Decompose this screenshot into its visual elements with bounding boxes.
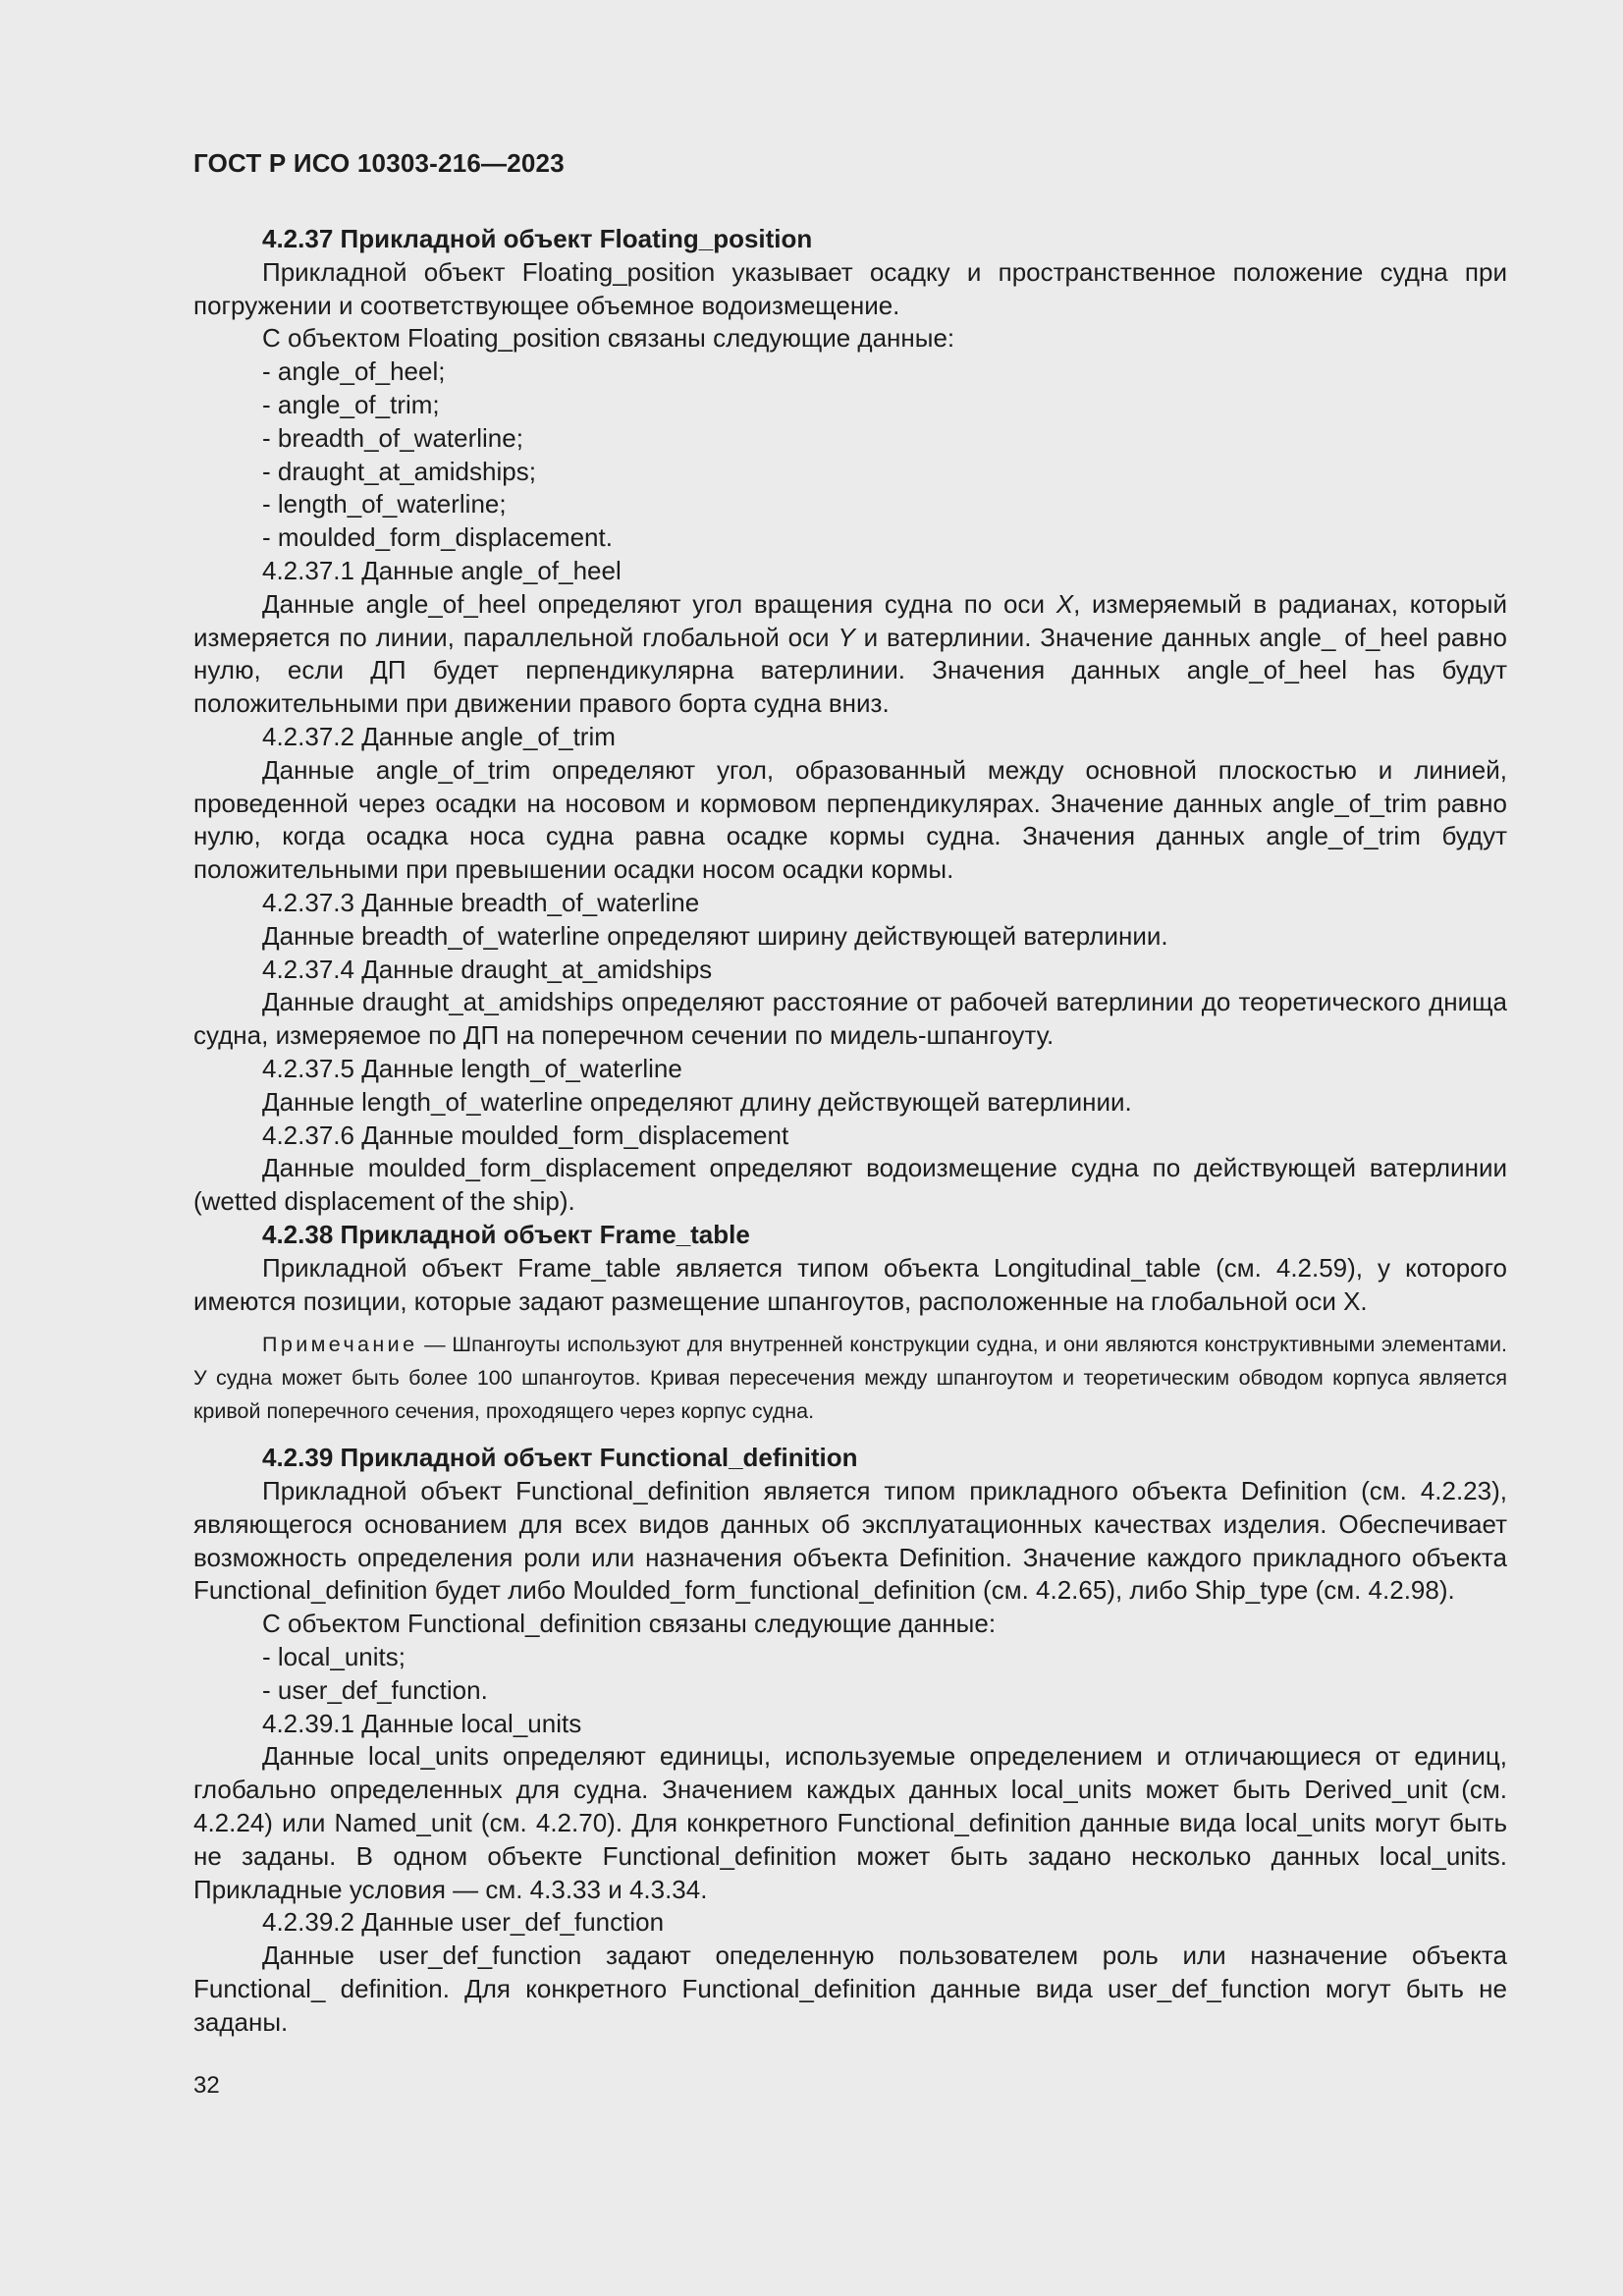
subsection-title: 4.2.37.1 Данные angle_of_heel [262, 555, 622, 585]
note-text: — Шпангоуты используют для внутренней конструкции судна, и они являются конструктивными элементами. У судна может быть более 100 шпангоутов. Кривая пересечения между шпангоутом и теоретическим обводом корпуса является кривой поперечного сечения, проходящего через корпус судна. [193, 1333, 1507, 1424]
list-item: - length_of_waterline; [262, 489, 507, 519]
paragraph: Данные breadth_of_waterline определяют ширину действующей ватерлинии. [262, 920, 1168, 951]
paragraph: С объектом Functional_definition связаны следующие данные: [262, 1609, 997, 1639]
note [193, 1328, 1507, 1428]
document-header: ГОСТ Р ИСО 10303-216—2023 [193, 148, 565, 178]
paragraph: Данные user_def_function задают опеделенную пользователем роль или назначение объекта Functional_ definition. Для конкретного Functional_definition данные вида user_def_function могут быть не заданы. [193, 1941, 1507, 2037]
paragraph: Данные moulded_form_displacement определяют водоизмещение судна по действующей ватерлинии (wetted displacement of the ship). [193, 1153, 1507, 1217]
subsection-title: 4.2.37.2 Данные angle_of_trim [262, 721, 616, 751]
subsection-title: 4.2.39.2 Данные user_def_function [262, 1907, 665, 1938]
section-heading-4-2-37: 4.2.37 Прикладной объект Floating_position [262, 224, 813, 253]
subsection-title: 4.2.37.4 Данные draught_at_amidships [262, 954, 713, 984]
list-item: - moulded_form_displacement. [262, 522, 613, 553]
list-item: - user_def_function. [262, 1674, 488, 1705]
paragraph: Прикладной объект Frame_table является типом объекта Longitudinal_table (см. 4.2.59), у которого имеются позиции, которые задают размещение шпангоутов, расположенные на глобальной оси X. [193, 1252, 1507, 1316]
subsection-title: 4.2.37.5 Данные length_of_waterline [262, 1053, 682, 1083]
subsection-title: 4.2.39.1 Данные local_units [262, 1708, 582, 1738]
paragraph: Данные angle_of_trim определяют угол, образованный между основной плоскостью и линией, проведенной через осадки на носовом и кормовом перпендикулярах. Значение данных angle_of_trim равно нулю, когда осадка носа судна равна осадке кормы судна. Значения данных angle_of_trim будут положительными при превышении осадки носом осадки кормы. [193, 754, 1507, 885]
subsection-title: 4.2.37.6 Данные moulded_form_displacement [262, 1120, 789, 1150]
paragraph: Данные length_of_waterline определяют длину действующей ватерлинии. [262, 1086, 1132, 1117]
document-body [193, 223, 1507, 2040]
paragraph [193, 588, 1507, 721]
section-heading-4-2-38: 4.2.38 Прикладной объект Frame_table [262, 1219, 750, 1249]
list-item: - angle_of_heel; [262, 356, 446, 387]
list-item: - local_units; [262, 1642, 406, 1672]
text-run: , измеряемый в радианах, который измеряется по линии, параллельной глобальной оси [193, 588, 1508, 652]
text-run: и ватерлинии. Значение данных angle_ of_heel равно нулю, если ДП будет перпендикулярна ватерлинии. Значения данных angle_of_heel has будут положительными при движении правого борта судна вниз. [193, 622, 1507, 719]
section-heading-4-2-39: 4.2.39 Прикладной объект Functional_definition [262, 1443, 858, 1473]
list-item: - angle_of_trim; [262, 389, 440, 419]
axis-symbol: X [1055, 588, 1074, 619]
axis-symbol: Y [838, 622, 855, 652]
note-label: Примечание [262, 1333, 418, 1357]
paragraph: Прикладной объект Floating_position указывает осадку и пространственное положение судна при погружении и соответствующее объемное водоизмещение. [193, 256, 1507, 320]
paragraph: Данные draught_at_amidships определяют расстояние от рабочей ватерлинии до теоретического днища судна, измеряемое по ДП на поперечном сечении по мидель-шпангоуту. [193, 987, 1507, 1051]
paragraph: С объектом Floating_position связаны следующие данные: [262, 323, 955, 354]
list-item: - draught_at_amidships; [262, 456, 536, 486]
subsection-title: 4.2.37.3 Данные breadth_of_waterline [262, 887, 700, 917]
text-run: Данные angle_of_heel определяют угол вращения судна по оси [262, 588, 1056, 619]
paragraph: Прикладной объект Functional_definition является типом прикладного объекта Definition (см. 4.2.23), являющегося основанием для всех видов данных об эксплуатационных качествах изделия. Обеспечивает возможность определения роли или назначения объекта Definition. Значение каждого прикладного объекта Functional_definition будет либо Moulded_form_functional_definition (см. 4.2.65), либо Ship_type (см. 4.2.98). [193, 1476, 1507, 1606]
list-item: - breadth_of_waterline; [262, 422, 523, 453]
page-number: 32 [193, 2072, 220, 2099]
paragraph: Данные local_units определяют единицы, используемые определением и отличающиеся от единиц, глобально определенных для судна. Значением каждых данных local_units может быть Derived_unit (см. 4.2.24) или Named_unit (см. 4.2.70). Для конкретного Functional_definition данные вида local_units могут быть не заданы. В одном объекте Functional_definition может быть задано несколько данных local_units. Прикладные условия — см. 4.3.33 и 4.3.34. [193, 1741, 1507, 1904]
